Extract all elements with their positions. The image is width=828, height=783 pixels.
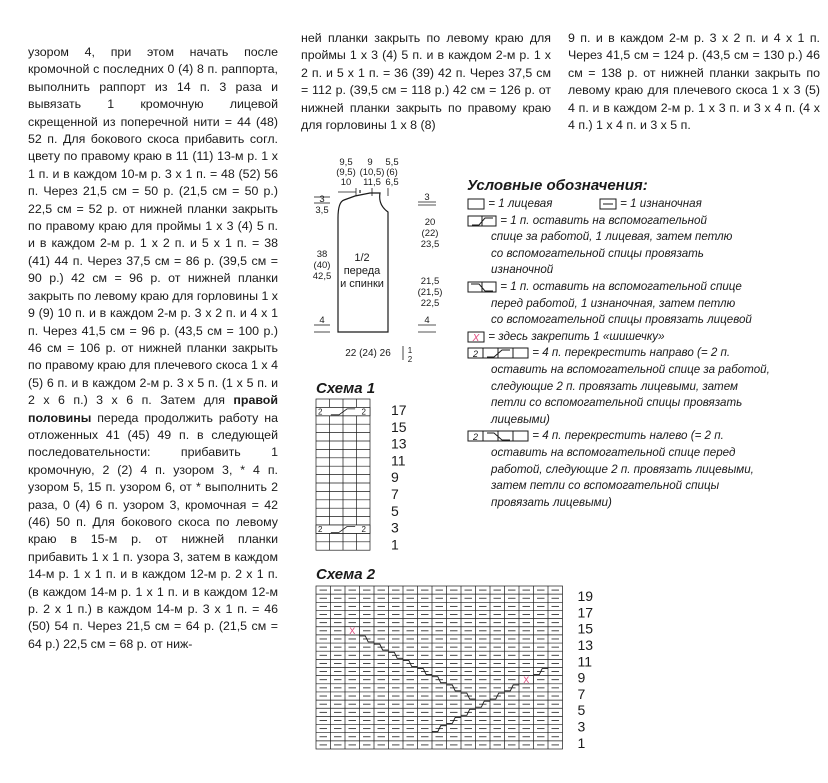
- schematic-drawing: [300, 150, 460, 365]
- cross-back-symbol-icon: [467, 215, 497, 227]
- legend: [467, 177, 827, 511]
- svg-text:(6): (6): [386, 167, 398, 178]
- bold-term: правой половины: [28, 393, 278, 425]
- row-number: 3: [391, 519, 399, 536]
- svg-text:(22): (22): [421, 228, 439, 239]
- row-number: 15: [391, 418, 407, 435]
- dim-left-height: 38: [316, 249, 328, 260]
- dim-right-armhole: 20: [424, 217, 436, 228]
- svg-text:(10,5): (10,5): [359, 167, 385, 178]
- cable-label: 2: [318, 525, 323, 535]
- cable-label: 2: [361, 525, 366, 535]
- svg-text:1: 1: [407, 346, 413, 355]
- garment-schematic: [300, 150, 460, 365]
- legend-item-cable-right: 2 = 4 п. перекрестить направо (= 2 п. оставить на вспомогательной спице за работой, следующие 2 п. провязать лицевыми, затем петли со вспомогательной спицы провязать лицевыми): [467, 345, 827, 428]
- svg-text:и спинки: и спинки: [340, 278, 384, 290]
- svg-text:X: X: [472, 332, 480, 343]
- cable-right-symbol-icon: [467, 347, 529, 359]
- schematic-label: 1/2: [354, 252, 370, 264]
- legend-item-cable-left: 2 = 4 п. перекрестить налево (= 2 п. оставить на вспомогательной спице перед работой, следующие 2 п. провязать лицевыми, затем петли со вспомогательной спицы провязать лицевыми): [467, 428, 827, 511]
- svg-text:22,5: 22,5: [420, 298, 440, 309]
- svg-text:2: 2: [473, 432, 479, 443]
- bobble-mark: X: [523, 675, 530, 685]
- row-number: 3: [577, 718, 586, 735]
- row-number: 11: [391, 452, 406, 469]
- svg-text:2: 2: [473, 349, 479, 360]
- row-number: 1: [391, 536, 399, 553]
- bobble-mark: X: [349, 626, 356, 637]
- row-number: 7: [577, 685, 586, 702]
- row-number: 15: [577, 620, 594, 637]
- legend-item-cross-back: = 1 п. оставить на вспомогательной спице за работой, 1 лицевая, затем петлю со вспомогательной спицы провязать изнаночной: [467, 213, 827, 279]
- row-number: 7: [391, 485, 399, 502]
- instructions-column-1: [28, 44, 278, 653]
- dim-right-top: 3: [424, 192, 430, 203]
- row-number: 13: [577, 636, 594, 653]
- svg-text:6,5: 6,5: [385, 177, 399, 188]
- bobble-symbol-icon: [467, 331, 485, 343]
- row-number: 5: [391, 502, 399, 519]
- svg-text:(9,5): (9,5): [336, 167, 356, 178]
- row-number: 11: [577, 653, 593, 670]
- row-number: 1: [577, 734, 586, 751]
- dim-top-right: 5,5: [385, 157, 399, 168]
- schema-2-chart: [314, 584, 614, 754]
- cable-label: 2: [361, 407, 366, 417]
- row-number: 19: [577, 588, 594, 605]
- schema-2-title: Схема 2: [316, 566, 376, 583]
- cable-label: 2: [318, 407, 323, 417]
- dim-right-bottom: 4: [424, 315, 430, 326]
- purl-symbol-icon: [599, 198, 617, 210]
- svg-text:23,5: 23,5: [420, 239, 440, 250]
- legend-item-knit: = 1 лицевая = 1 изнаночная: [467, 196, 827, 213]
- schema-1-title: Схема 1: [316, 380, 376, 397]
- row-number: 5: [577, 702, 586, 719]
- legend-title: Условные обозначения:: [467, 177, 648, 194]
- dim-left-bottom: 4: [319, 315, 325, 326]
- svg-text:(40): (40): [313, 260, 331, 271]
- dim-top-left: 9,5: [339, 157, 353, 168]
- dim-bottom-width: 22 (24) 26: [345, 348, 391, 359]
- instructions-column-2: ней планки закрыть по левому краю для проймы 1 х 3 (4) 5 п. и в каждом 2-м р. 1 х 2 п. и 5 х 1 п. = 36 (39) 42 п. Через 37,5 см = 112 р. (39,5 см = 118 р.) 42 см = 126 р. от нижней планки закрыть по правому краю для горловины 1 х 8 (8): [301, 31, 551, 133]
- legend-item-bobble: X = здесь закрепить 1 «шишечку»: [467, 329, 827, 346]
- svg-text:переда: переда: [343, 265, 381, 277]
- legend-item-cross-front: = 1 п. оставить на вспомогательной спице перед работой, 1 изнаночная, затем петлю со вспомогательной спицы провязать лицевой: [467, 279, 827, 329]
- svg-text:10: 10: [340, 177, 352, 188]
- dim-right-side: 21,5: [420, 276, 440, 287]
- row-number: 9: [391, 469, 399, 486]
- svg-text:42,5: 42,5: [312, 271, 332, 282]
- schema-1-chart: [314, 397, 424, 557]
- row-number: 17: [391, 401, 407, 418]
- knit-symbol-icon: [467, 198, 485, 210]
- instructions-paragraph: узором 4, при этом начать после кромочной с последних 0 (4) 8 п. раппорта, выполнить раппорт из 14 п. 3 раза и вывязать 1 кромочную лицевой скрещенной из поперечной нити = 44 (48) 52 п. Для бокового скоса прибавить согл. цвету по правому краю в 11 (11) 13-м р. 1 х 1 п. и в каждом 10-м р. 3 х 1 п. = 48 (52) 56 п. Через 21,5 см = 50 р. (21,5 см = 50 р.) 22,5 см = 52 р. от нижней планки закрыть по правому краю для проймы 1 х 3 (4) 5 п. и в каждом 2-м р. 1 х 2 п. и 5 х 1 п. = 38 (41) 44 п. Через 37,5 см = 86 р. (39,5 см = 90 р.) 42 см = 96 р. от нижней планки закрыть по левому краю для горловины 1 х 9 (9) 10 п. и в каждом 2-м р. 3 х 2 п. и 4 х 1 п. Через 41,5 см = 96 р. (43,5 см = 100 р.) 46 см = 106 р. от нижней планки закрыть по правому краю для плечевого скоса 1 х 4 (5) 6 п. и в каждом 2-м р. 3 х 5 п. (1 х 5 п. и 2 х 6 п.) 3 х 6 п. Затем для правой половины переда продолжить работу на отложенных 41 (45) 49 п. в следующей последовательности: прибавить 1 кромочную, 2 (2) 4 п. узором 3, * 4 п. узором 5, 15 п. узором 6, от * выполнить 2 раза, 0 (4) 6 п. узором 3, кромочная = 42 (46) 50 п. Для бокового скоса по левому краю в 15-м р. от нижней планки прибавить 1 х 1 п. узора 3, затем в каждом 14-м р. 1 х 1 п. и в каждом 12-м р. 2 х 1 п. (в каждом 14-м р. 1 х 1 п. и в каждом 12-м р. 2 х 1 п.) в каждом 14-м р. 3 х 1 п. = 46 (50) 54 п. Через 21,5 см = 64 р. (21,5 см = 64 р.) 22,5 см = 68 р. от ниж-: [28, 45, 278, 651]
- row-number: 17: [577, 604, 594, 621]
- cable-left-symbol-icon: [467, 430, 529, 442]
- row-number: 9: [577, 669, 586, 686]
- svg-text:11,5: 11,5: [363, 177, 381, 188]
- row-number: 13: [391, 435, 407, 452]
- cross-front-symbol-icon: [467, 281, 497, 293]
- dim-top-mid: 9: [367, 157, 373, 168]
- svg-text:(21,5): (21,5): [417, 287, 443, 298]
- dim-left-top: 3: [319, 194, 325, 205]
- instructions-column-3: 9 п. и в каждом 2-м р. 3 х 2 п. и 4 х 1 п. Через 41,5 см = 124 р. (43,5 см = 130 р.) 46 см = 138 р. от нижней планки закрыть по левому краю для плечевого скоса 1 х 3 (5) 4 п. и в каждом 2-м р. 1 х 3 п. и 3 х 4 п. (4 х 4 п.) 1 х 4 п. и 3 х 5 п.: [568, 31, 820, 133]
- svg-text:2: 2: [407, 355, 413, 364]
- svg-text:3,5: 3,5: [315, 205, 329, 216]
